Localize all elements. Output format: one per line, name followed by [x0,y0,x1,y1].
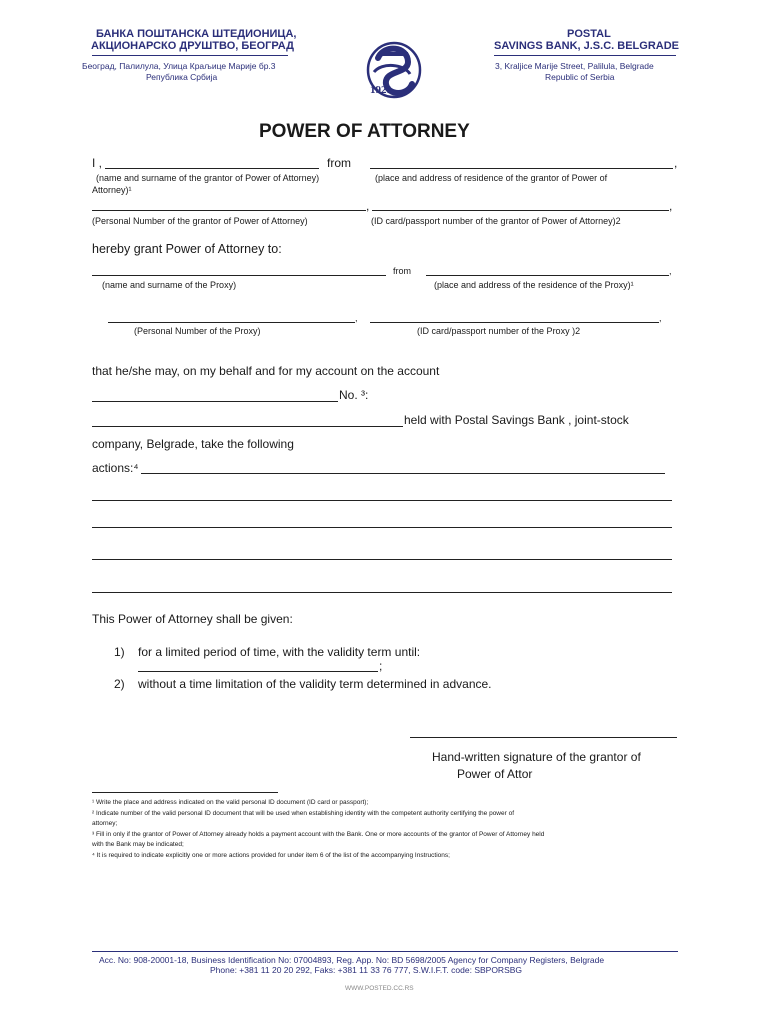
account-line-2[interactable] [92,426,403,427]
proxy-address-line[interactable] [426,275,669,276]
actions-line-1[interactable] [141,473,665,474]
comma-4: , [669,266,672,276]
proxy-personal-number-line[interactable] [108,322,355,323]
actions-line-5[interactable] [92,592,672,593]
footnote-4: ⁴ It is required to indicate explicitly one or more actions provided for under item 6 of the list of the accompanying Instructions; [92,852,450,859]
grantor-name-label: (name and surname of the grantor of Power of Attorney) [96,173,320,183]
grantor-address-label: (place and address of residence of the grantor of Power of [375,173,608,183]
bank-address-cyrillic-2: Република Србија [146,72,218,82]
footer-watermark: WWW.POSTED.CC.RS [345,985,414,992]
bank-address-latin-1: 3, Kraljice Marije Street, Palilula, Belgrade [495,61,654,71]
footer-rule [92,951,678,952]
bank-name-latin-2: SAVINGS BANK, J.S.C. BELGRADE [494,40,679,52]
actions-label: actions:⁴ [92,461,139,475]
footnote-separator [92,792,278,793]
bank-name-cyrillic-2: АКЦИОНАРСКО ДРУШТВО, БЕОГРАД [91,40,294,52]
option-1-text: for a limited period of time, with the validity term until: [138,645,421,659]
header-rule-left [92,55,288,56]
comma-3: , [669,199,673,213]
footnote-3: ³ Fill in only if the grantor of Power of Attorney already holds a payment account with the Bank. One or more accounts of the grantor of Power of Attorney held [92,831,545,838]
held-with-text: held with Postal Savings Bank , joint-stock [404,413,629,427]
bank-logo-monogram [355,22,415,84]
actions-line-2[interactable] [92,500,672,501]
given-line: This Power of Attorney shall be given: [92,612,293,626]
comma-1: , [674,156,678,170]
actions-line-3[interactable] [92,527,672,528]
grantor-personal-number-line[interactable] [92,210,366,211]
bank-address-latin-2: Republic of Serbia [545,72,615,82]
actions-line-4[interactable] [92,559,672,560]
signature-label-1: Hand-written signature of the grantor of [432,750,641,764]
company-line: company, Belgrade, take the following [92,437,294,451]
proxy-id-line[interactable] [370,322,659,323]
i-prefix: I , [92,156,103,170]
proxy-address-label: (place and address of the residence of the Proxy)¹ [434,280,634,290]
footer-line-2: Phone: +381 11 20 20 292, Faks: +381 11 33 76 777, S.W.I.F.T. code: SBPORSBG [210,965,523,975]
grant-line: hereby grant Power of Attorney to: [92,242,282,256]
footnote-2: ² Indicate number of the valid personal ID document that will be used when establishing identity with the competent authority certifying the power of [92,810,515,817]
comma-5: , [355,313,358,323]
logo-year: 1921 [370,84,392,96]
from-label-2: from [393,266,411,276]
proxy-name-line[interactable] [92,275,386,276]
bank-name-latin-1: POSTAL [567,28,611,40]
footnote-1: ¹ Write the place and address indicated on the valid personal ID document (ID card or passport); [92,799,369,806]
header-rule-right [494,55,676,56]
behalf-line: that he/she may, on my behalf and for my account on the account [92,364,440,378]
bank-name-cyrillic-1: БАНКА ПОШТАНСКА ШТЕДИОНИЦА, [96,28,297,40]
grantor-name-label-cont: Attorney)¹ [92,185,132,195]
signature-line[interactable] [410,737,677,738]
grantor-address-line[interactable] [370,168,673,169]
option-2-number: 2) [114,677,125,691]
footer-line-1: Acc. No: 908-20001-18, Business Identification No: 07004893, Reg. App. No: BD 5698/2005 Agency for Company Registers, Belgrade [99,955,605,965]
comma-6: , [659,313,662,323]
grantor-id-label: (ID card/passport number of the grantor of Power of Attorney)2 [371,216,621,226]
from-label-1: from [327,156,351,170]
grantor-id-line[interactable] [372,210,669,211]
comma-2: , [366,199,370,213]
proxy-name-label: (name and surname of the Proxy) [102,280,237,290]
footnote-3-cont: with the Bank may be indicated; [92,841,184,848]
signature-label-2: Power of Attor [457,767,533,781]
grantor-personal-number-label: (Personal Number of the grantor of Power of Attorney) [92,216,308,226]
document-title: POWER OF ATTORNEY [259,121,470,142]
proxy-personal-number-label: (Personal Number of the Proxy) [134,326,261,336]
grantor-name-line[interactable] [105,168,319,169]
account-no-label: No. ³: [339,388,369,402]
account-number-line[interactable] [92,401,338,402]
option-1-number: 1) [114,645,125,659]
proxy-id-label: (ID card/passport number of the Proxy )2 [417,326,581,336]
bank-address-cyrillic-1: Београд, Палилула, Улица Краљице Марије бр.3 [82,61,276,71]
option-2-text: without a time limitation of the validity term determined in advance. [138,677,492,691]
option-1-semicolon: ; [379,659,383,673]
validity-date-line[interactable] [138,671,378,672]
footnote-2-cont: attorney; [92,820,118,827]
